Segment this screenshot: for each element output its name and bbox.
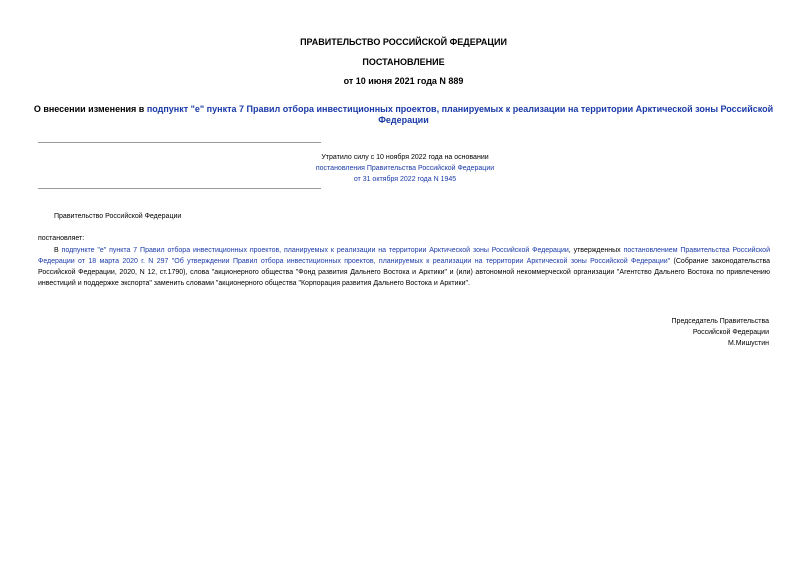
intro-text: Правительство Российской Федерации — [54, 213, 182, 220]
repeal-note — [295, 152, 515, 185]
government-heading: ПРАВИТЕЛЬСТВО РОССИЙСКОЙ ФЕДЕРАЦИИ — [300, 37, 507, 47]
para-rest: (Собрание законодательства Российской Федерации, 2020, N 12, ст.1790), слова "акционерного общества "Фонд развития Дальнего Востока и Арктики" и (или) автономной некоммерческой организации "Агентство Дальнего Востока по привлечению инвестиций и поддержке экспорта" заменить словами "акционерного общества "Корпорация развития Дальнего Востока и Арктики". — [38, 258, 770, 287]
signature-name: М.Мишустин — [727, 340, 769, 347]
para-link-resolution[interactable]: постановлением Правительства Российской Федерации от 18 марта 2020 г. N 297 "Об утверждении Правил отбора инвестиционных проектов, планируемых к реализации на территории Арктической зоны Российской Федерации" — [38, 247, 770, 265]
document-date-number: от 10 июня 2021 года N 889 — [343, 76, 464, 86]
repeal-link-2[interactable]: от 31 октября 2022 года N 1945 — [353, 176, 457, 183]
resolves-text: постановляет: — [38, 235, 85, 242]
repeal-note-text: Утратило силу с 10 ноября 2022 года на основании — [321, 154, 489, 161]
repeal-link-1[interactable]: постановления Правительства Российской Федерации — [315, 165, 495, 172]
document-type: ПОСТАНОВЛЕНИЕ — [362, 57, 445, 67]
title-link[interactable]: подпункт "е" пункта 7 Правил отбора инвестиционных проектов, планируемых к реализации на территории Арктической зоны Российской Федерации — [146, 104, 774, 125]
para-link-subclause[interactable]: подпункте "е" пункта 7 Правил отбора инвестиционных проектов, планируемых к реализации на территории Арктической зоны Российской Федерации — [61, 247, 569, 254]
para-prefix: В — [54, 247, 62, 254]
signature-block — [672, 316, 769, 349]
title-prefix: О внесении изменения в — [33, 104, 147, 114]
divider-bottom — [38, 188, 321, 189]
main-paragraph — [38, 245, 770, 289]
signature-position: Председатель Правительства — [671, 318, 769, 325]
document-title — [30, 104, 777, 126]
signature-organization: Российской Федерации — [692, 329, 769, 336]
para-mid: , утвержденных — [568, 247, 624, 254]
divider-top — [38, 142, 321, 143]
